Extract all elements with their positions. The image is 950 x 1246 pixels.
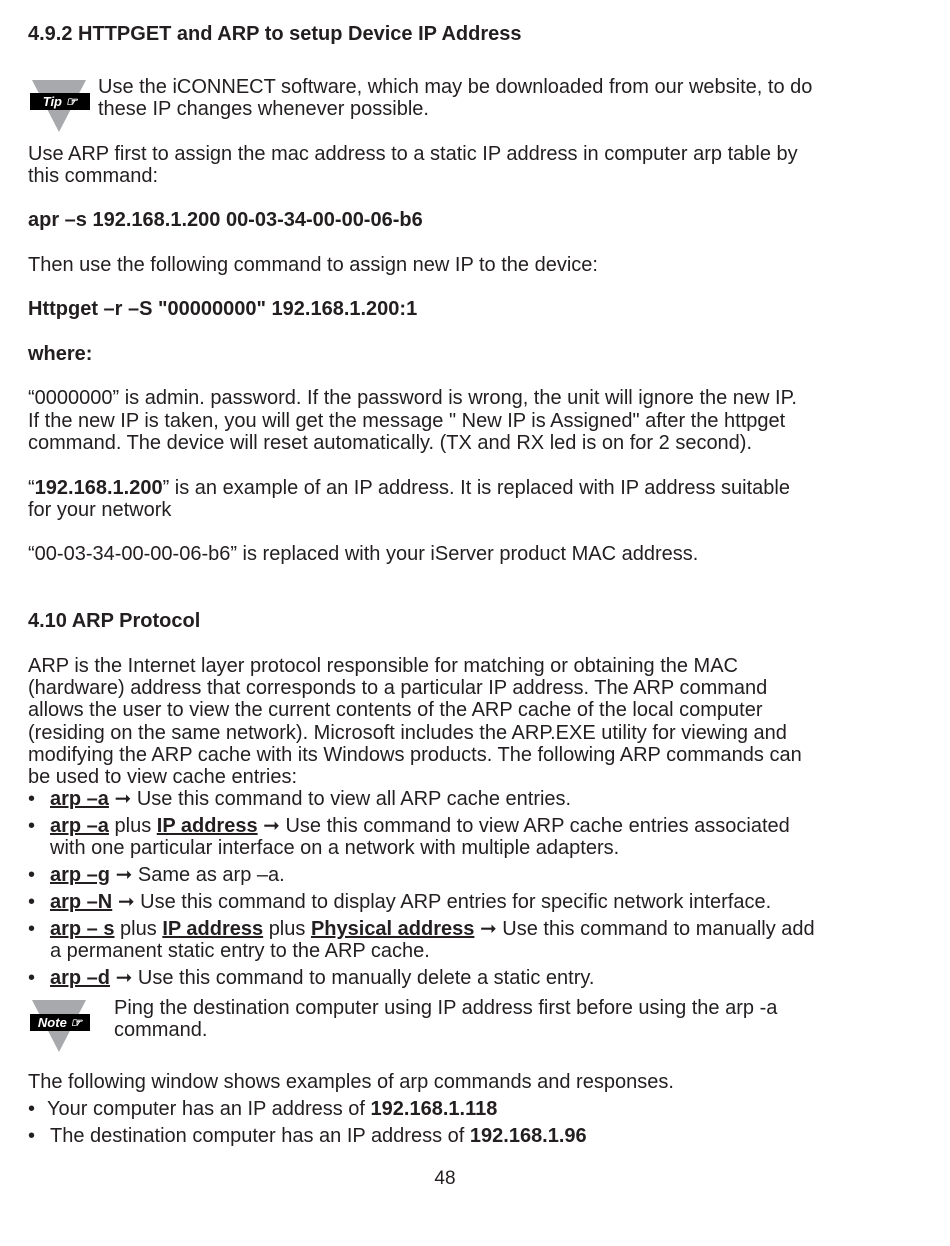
- paragraph-password-line-3: command. The device will reset automatically. (TX and RX led is on for 2 second).: [28, 432, 753, 454]
- command-arp-g: arp –g: [50, 864, 111, 886]
- bullet: •: [28, 815, 36, 837]
- your-computer-ip: 192.168.1.118: [370, 1098, 498, 1120]
- arrow-icon: ➞: [117, 891, 135, 913]
- command-arp-static: apr –s 192.168.1.200 00-03-34-00-00-06-b6: [28, 209, 423, 231]
- command-arp-a: arp –a: [50, 815, 109, 837]
- paragraph-ip-example-line-2: for your network: [28, 499, 172, 521]
- arp-intro-line-3: allows the user to view the current contents of the ARP cache of the local computer: [28, 699, 763, 721]
- note-label: Note ☞: [37, 1015, 83, 1030]
- bullet-text: The destination computer has an IP address of: [50, 1125, 470, 1147]
- section-heading-4-9-2: 4.9.2 HTTPGET and ARP to setup Device IP Address: [28, 23, 522, 45]
- tip-text-line-1: Use the iCONNECT software, which may be downloaded from our website, to do: [98, 76, 813, 98]
- arrow-icon: ➞: [263, 815, 280, 837]
- bullet: •: [28, 967, 36, 989]
- arrow-icon: ➞: [479, 918, 497, 940]
- bullet-2-continuation: with one particular interface on a network with multiple adapters.: [50, 837, 620, 859]
- example-ip-address: 192.168.1.200: [34, 477, 163, 499]
- tip-label: Tip ☞: [42, 94, 78, 109]
- bullet: •: [28, 1098, 36, 1120]
- paragraph-window-examples: The following window shows examples of arp commands and responses.: [28, 1071, 674, 1093]
- bullet-text: Use this command to display ARP entries for specific network interface.: [140, 891, 772, 913]
- tip-text-line-2: these IP changes whenever possible.: [98, 98, 429, 120]
- arp-intro-line-2: (hardware) address that corresponds to a particular IP address. The ARP command: [28, 677, 768, 699]
- open-quote: “: [28, 477, 35, 499]
- bullet: •: [28, 1125, 36, 1147]
- command-arp-a: arp –a: [50, 788, 109, 810]
- bullet: •: [28, 918, 36, 940]
- physical-address-term: Physical address: [310, 918, 475, 940]
- paragraph-ip-example-line-1: [28, 477, 790, 500]
- arp-intro-line-6: be used to view cache entries:: [28, 766, 298, 788]
- plus-word: plus: [268, 918, 306, 940]
- note-text-line-2: command.: [114, 1019, 208, 1041]
- paragraph-password-line-2: If the new IP is taken, you will get the message " New IP is Assigned" after the httpget: [28, 410, 786, 432]
- bullet-text: Use this command to view ARP cache entries associated: [285, 815, 790, 837]
- paragraph-password-line-1: “0000000” is admin. password. If the password is wrong, the unit will ignore the new IP.: [28, 387, 797, 409]
- destination-computer-ip: 192.168.1.96: [469, 1125, 587, 1147]
- bullet-5-continuation: a permanent static entry to the ARP cache.: [50, 940, 430, 962]
- command-arp-n: arp –N: [50, 891, 113, 913]
- ip-address-term: IP address: [156, 815, 258, 837]
- paragraph-arp-first-line-1: Use ARP first to assign the mac address to a static IP address in computer arp table by: [28, 143, 798, 165]
- bullet-text: Same as arp –a.: [137, 864, 285, 886]
- command-arp-s: arp – s: [50, 918, 115, 940]
- bullet-text: Use this command to manually add: [502, 918, 815, 940]
- paragraph-arp-first-line-2: this command:: [28, 165, 159, 187]
- arp-intro-line-1: ARP is the Internet layer protocol responsible for matching or obtaining the MAC: [28, 655, 738, 677]
- plus-word: plus: [120, 918, 157, 940]
- bullet: •: [28, 788, 36, 810]
- arrow-icon: ➞: [115, 864, 133, 886]
- paragraph-then-use: Then use the following command to assign new IP to the device:: [28, 254, 598, 276]
- page-number: 48: [434, 1168, 456, 1189]
- tip-badge: [30, 80, 90, 134]
- arrow-icon: ➞: [114, 788, 132, 810]
- ip-address-term: IP address: [162, 918, 264, 940]
- paragraph-mac-replace: “00-03-34-00-00-06-b6” is replaced with your iServer product MAC address.: [28, 543, 699, 565]
- bullet-text: Use this command to view all ARP cache entries.: [136, 788, 572, 810]
- section-heading-4-10: 4.10 ARP Protocol: [28, 610, 201, 632]
- arrow-icon: ➞: [115, 967, 133, 989]
- arp-intro-line-4: (residing on the same network). Microsoft includes the ARP.EXE utility for viewing and: [28, 722, 787, 744]
- command-httpget: Httpget –r –S "00000000" 192.168.1.200:1: [28, 298, 418, 320]
- arp-intro-line-5: modifying the ARP cache with its Windows products. The following ARP commands can: [28, 744, 802, 766]
- command-arp-d: arp –d: [50, 967, 111, 989]
- note-text-line-1: Ping the destination computer using IP address first before using the arp -a: [114, 997, 778, 1019]
- bullet: •: [28, 891, 36, 913]
- where-label: where:: [28, 343, 93, 365]
- bullet-text: Use this command to manually delete a static entry.: [137, 967, 595, 989]
- ip-example-text: ” is an example of an IP address. It is replaced with IP address suitable: [162, 477, 790, 499]
- note-badge: [30, 1000, 90, 1054]
- plus-word: plus: [114, 815, 152, 837]
- bullet-text: Your computer has an IP address of: [47, 1098, 371, 1120]
- bullet: •: [28, 864, 36, 886]
